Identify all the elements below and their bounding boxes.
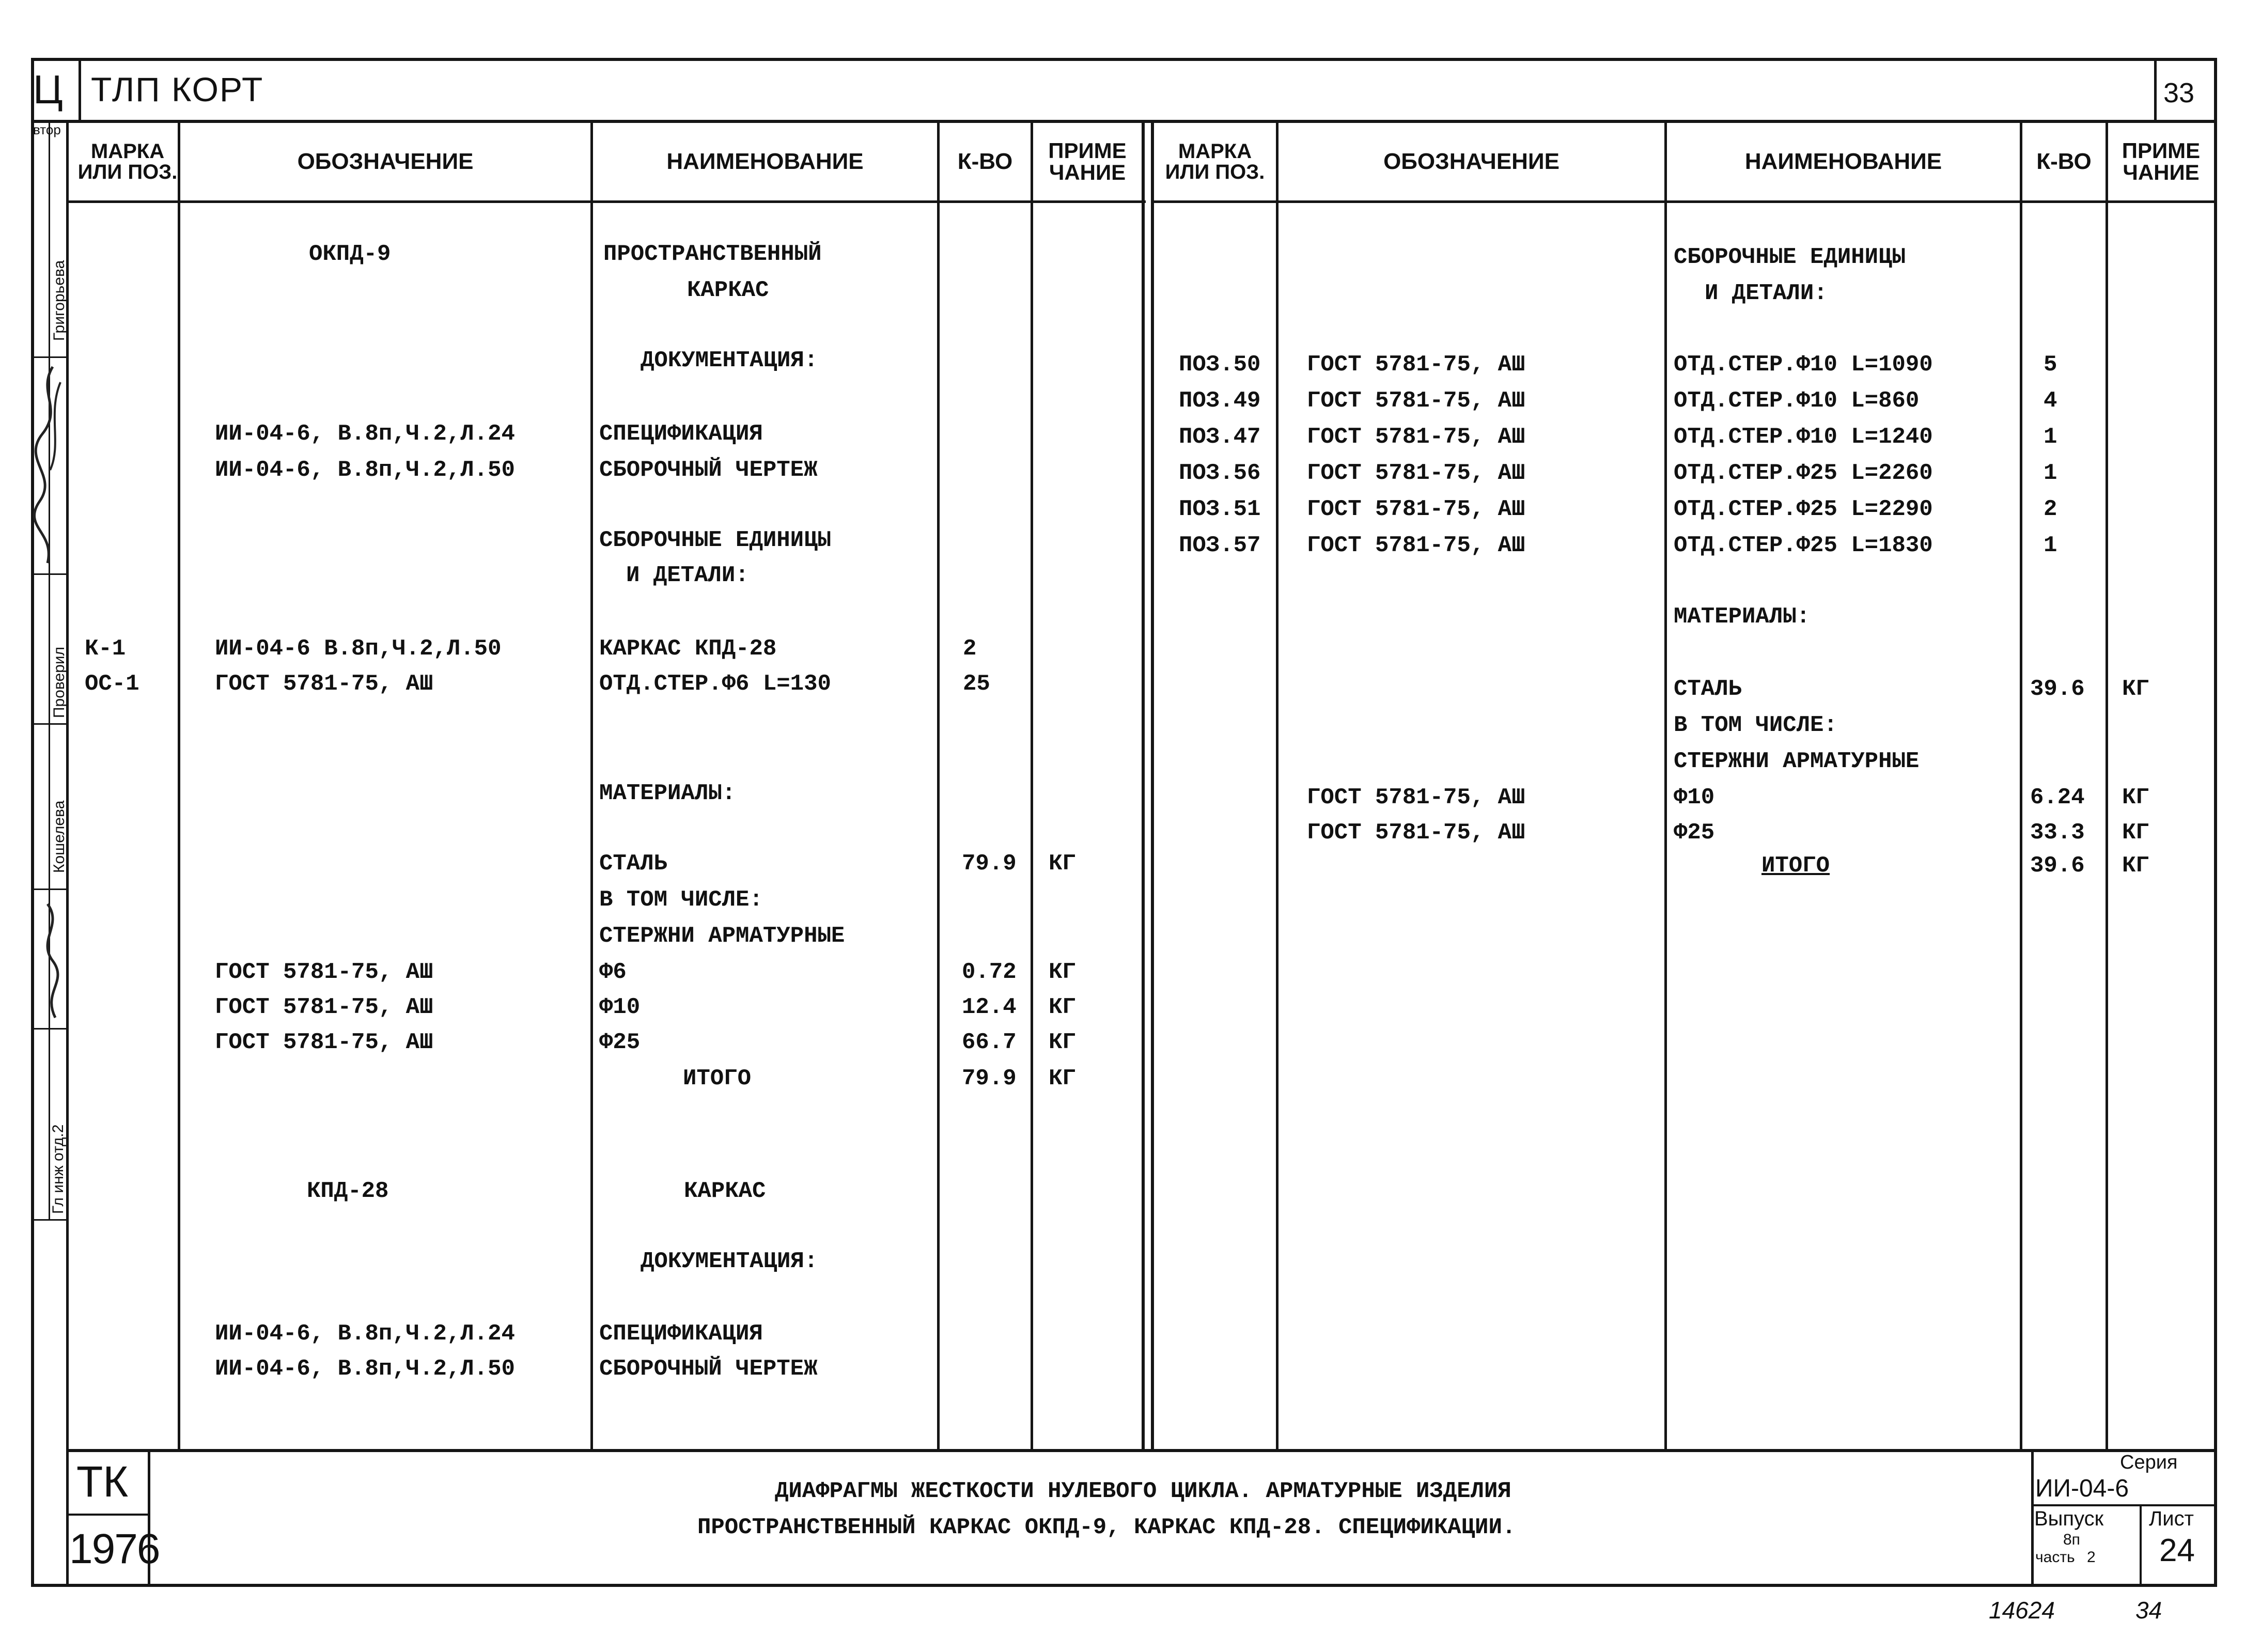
row-name: ПРОСТРАНСТВЕННЫЙ: [603, 241, 822, 267]
row-name: Ф25: [1674, 820, 1715, 846]
row-name: КАРКАС: [687, 277, 769, 303]
right-col-line-3: [2020, 120, 2022, 1450]
table-gap-line: [1151, 120, 1154, 1450]
row-ob: ГОСТ 5781-75, АШ: [1307, 533, 1525, 558]
row-ob: ИИ-04-6, В.8п,Ч.2,Л.24: [215, 1321, 515, 1347]
row-name: И ДЕТАЛИ:: [626, 563, 749, 588]
header-divider-left: [79, 58, 81, 122]
row-ob: ГОСТ 5781-75, АШ: [1307, 388, 1525, 414]
sheet-value: 24: [2159, 1533, 2195, 1568]
row-name: Ф10: [599, 994, 641, 1020]
row-ob: ГОСТ 5781-75, АШ: [215, 994, 433, 1020]
row-name: СПЕЦИФИКАЦИЯ: [599, 1321, 763, 1347]
page-mark: 34: [2135, 1597, 2162, 1624]
row-ob: ИИ-04-6 В.8п,Ч.2,Л.50: [215, 636, 502, 662]
left-col-line-5: [1142, 120, 1145, 1450]
row-marka: ПОЗ.51: [1179, 496, 1261, 522]
issue-label: Выпуск: [2034, 1507, 2104, 1530]
row-kvo: 79.9: [962, 1066, 1017, 1092]
row-name: Ф6: [599, 959, 627, 985]
side-label-chief: Гл инж отд.2: [50, 1124, 67, 1214]
row-note: КГ: [2122, 853, 2149, 879]
row-note: КГ: [1049, 994, 1076, 1020]
row-name: СТАЛЬ: [1674, 676, 1742, 702]
signature-scribble-1: [32, 362, 66, 568]
row-kvo: 0.72: [962, 959, 1017, 985]
row-ob: ГОСТ 5781-75, АШ: [1307, 496, 1525, 522]
row-name: В ТОМ ЧИСЛЕ:: [1674, 712, 1837, 738]
row-ob: КПД-28: [307, 1178, 389, 1204]
row-ob: ГОСТ 5781-75, АШ: [215, 671, 433, 697]
row-note: КГ: [1049, 851, 1076, 877]
row-marka: ПОЗ.47: [1179, 424, 1261, 450]
corner-mark: Ц: [33, 67, 63, 112]
row-marka: ОС-1: [85, 671, 139, 697]
row-ob: ГОСТ 5781-75, АШ: [1307, 424, 1525, 450]
row-kvo: 5: [2044, 352, 2057, 378]
row-name: ДОКУМЕНТАЦИЯ:: [641, 1249, 818, 1274]
row-name: МАТЕРИАЛЫ:: [1674, 604, 1811, 630]
row-name: СБОРОЧНЫЕ ЕДИНИЦЫ: [599, 527, 831, 553]
row-kvo: 66.7: [962, 1030, 1017, 1055]
year: 1976: [69, 1525, 160, 1572]
row-kvo: 79.9: [962, 851, 1017, 877]
row-name: ИТОГО: [1761, 853, 1830, 879]
right-header-oboznachenie: ОБОЗНАЧЕНИЕ: [1383, 149, 1560, 174]
row-kvo: 2: [963, 636, 977, 662]
left-header-naimenovanie: НАИМЕНОВАНИЕ: [666, 149, 864, 174]
row-ob: ГОСТ 5781-75, АШ: [1307, 820, 1525, 846]
right-header-bottom: [1151, 200, 2216, 203]
row-name: Ф25: [599, 1030, 641, 1055]
row-name: СБОРОЧНЫЕ ЕДИНИЦЫ: [1674, 244, 1906, 270]
part-value: 2: [2087, 1549, 2096, 1566]
row-kvo: 39.6: [2030, 676, 2085, 702]
series-block-mid: [2031, 1504, 2216, 1506]
row-marka: ПОЗ.57: [1179, 533, 1261, 558]
row-marka: К-1: [85, 636, 126, 662]
left-header-kvo: К-ВО: [957, 149, 1013, 174]
row-marka: ПОЗ.50: [1179, 352, 1261, 378]
row-kvo: 25: [963, 671, 990, 697]
left-col-line-4: [1031, 120, 1033, 1450]
caption-line-1: ДИАФРАГМЫ ЖЕСТКОСТИ НУЛЕВОГО ЦИКЛА. АРМАТУРНЫЕ ИЗДЕЛИЯ: [775, 1478, 1511, 1504]
org-code: ТК: [76, 1457, 129, 1506]
row-note: КГ: [1049, 959, 1076, 985]
row-name: ДОКУМЕНТАЦИЯ:: [641, 348, 818, 373]
title-block-top: [66, 1449, 2216, 1452]
row-kvo: 6.24: [2030, 785, 2085, 811]
row-name: СТЕРЖНИ АРМАТУРНЫЕ: [599, 923, 845, 949]
row-note: КГ: [2122, 785, 2149, 811]
row-kvo: 12.4: [962, 994, 1017, 1020]
title-block-mid-line: [66, 1514, 149, 1516]
left-col-line-2: [590, 120, 593, 1450]
row-name: ОТД.СТЕР.Ф10 L=1090: [1674, 352, 1933, 378]
row-note: КГ: [2122, 820, 2149, 846]
row-kvo: 1: [2044, 533, 2057, 558]
row-kvo: 2: [2044, 496, 2057, 522]
left-col-line-3: [937, 120, 940, 1450]
row-marka: ПОЗ.56: [1179, 460, 1261, 486]
row-ob: ИИ-04-6, В.8п,Ч.2,Л.50: [215, 1356, 515, 1382]
right-header-marka: МАРКА ИЛИ ПОЗ.: [1165, 140, 1265, 183]
series-label: Серия: [2120, 1452, 2178, 1473]
left-header-bottom: [66, 200, 1146, 203]
part-label: часть: [2035, 1549, 2075, 1566]
row-kvo: 1: [2044, 424, 2057, 450]
row-name: КАРКАС: [684, 1178, 766, 1204]
row-ob: ИИ-04-6, В.8п,Ч.2,Л.24: [215, 421, 515, 447]
row-name: ИТОГО: [683, 1066, 752, 1092]
side-strip-cell-3: [31, 723, 67, 725]
side-strip-cell-4: [31, 889, 67, 890]
sheet-title: ТЛП КОРТ: [91, 70, 264, 108]
page-number: 33: [2163, 77, 2195, 108]
side-strip-cell-6: [31, 1219, 67, 1221]
side-strip-cell-1: [31, 356, 67, 358]
series-block-left: [2031, 1449, 2034, 1586]
row-name: СБОРОЧНЫЙ ЧЕРТЕЖ: [599, 1356, 818, 1382]
row-ob: ГОСТ 5781-75, АШ: [215, 1030, 433, 1055]
row-name: ОТД.СТЕР.Ф25 L=1830: [1674, 533, 1933, 558]
row-ob: ГОСТ 5781-75, АШ: [1307, 460, 1525, 486]
right-header-naimenovanie: НАИМЕНОВАНИЕ: [1744, 149, 1942, 174]
frame-bottom: [31, 1584, 2216, 1587]
side-label-koshelev: Кошелева: [51, 800, 68, 873]
right-col-line-4: [2106, 120, 2108, 1450]
row-name: ОТД.СТЕР.Ф10 L=860: [1674, 388, 1920, 414]
right-col-line-2: [1664, 120, 1667, 1450]
side-strip-rule: [49, 120, 50, 1220]
side-strip-top-label: втор: [33, 122, 61, 137]
row-kvo: 33.3: [2030, 820, 2085, 846]
row-note: КГ: [1049, 1030, 1076, 1055]
side-label-grigorieva: Григорьева: [51, 260, 68, 341]
row-name: СБОРОЧНЫЙ ЧЕРТЕЖ: [599, 457, 818, 483]
row-name: СТАЛЬ: [599, 851, 668, 877]
signature-scribble-2: [32, 899, 66, 1023]
row-ob: ИИ-04-6, В.8п,Ч.2,Л.50: [215, 457, 515, 483]
left-header-oboznachenie: ОБОЗНАЧЕНИЕ: [297, 149, 474, 174]
side-strip-cell-5: [31, 1028, 67, 1030]
row-kvo: 4: [2044, 388, 2057, 414]
frame-right: [2214, 58, 2217, 1587]
right-header-kvo: К-ВО: [2036, 149, 2092, 174]
right-col-line-1: [1276, 120, 1278, 1450]
row-ob: ГОСТ 5781-75, АШ: [1307, 785, 1525, 811]
side-label-checked: Проверил: [51, 646, 68, 718]
series-value: ИИ-04-6: [2035, 1475, 2129, 1502]
right-header-primechanie: ПРИМЕ ЧАНИЕ: [2122, 138, 2201, 184]
row-ob: ГОСТ 5781-75, АШ: [1307, 352, 1525, 378]
row-kvo: 1: [2044, 460, 2057, 486]
row-ob: ГОСТ 5781-75, АШ: [215, 959, 433, 985]
caption-line-2: ПРОСТРАНСТВЕННЫЙ КАРКАС ОКПД-9, КАРКАС КПД-28. СПЕЦИФИКАЦИИ.: [697, 1515, 1516, 1540]
row-note: КГ: [2122, 676, 2149, 702]
row-name: ОТД.СТЕР.Ф25 L=2290: [1674, 496, 1933, 522]
header-divider-right: [2154, 58, 2157, 122]
left-header-marka: МАРКА ИЛИ ПОЗ.: [77, 140, 178, 183]
frame-top: [31, 58, 2216, 61]
row-name: И ДЕТАЛИ:: [1705, 280, 1828, 306]
frame-left: [31, 58, 34, 1587]
side-strip-cell-2: [31, 573, 67, 575]
row-name: МАТЕРИАЛЫ:: [599, 781, 736, 806]
row-kvo: 39.6: [2030, 853, 2085, 879]
left-col-line-1: [178, 120, 180, 1450]
row-name: ОТД.СТЕР.Ф25 L=2260: [1674, 460, 1933, 486]
row-name: ОТД.СТЕР.Ф6 L=130: [599, 671, 831, 697]
title-block-left-divider: [66, 1449, 69, 1586]
row-name: В ТОМ ЧИСЛЕ:: [599, 887, 763, 913]
row-name: СПЕЦИФИКАЦИЯ: [599, 421, 763, 447]
row-name: СТЕРЖНИ АРМАТУРНЫЕ: [1674, 749, 1920, 774]
row-ob: ОКПД-9: [309, 241, 391, 267]
sheet-label: Лист: [2149, 1507, 2194, 1530]
archive-number: 14624: [1989, 1597, 2055, 1624]
row-name: КАРКАС КПД-28: [599, 636, 777, 662]
row-note: КГ: [1049, 1066, 1076, 1092]
row-marka: ПОЗ.49: [1179, 388, 1261, 414]
left-header-primechanie: ПРИМЕ ЧАНИЕ: [1048, 138, 1127, 184]
series-block-split: [2140, 1504, 2142, 1586]
issue-value: 8п: [2063, 1531, 2080, 1548]
row-name: ОТД.СТЕР.Ф10 L=1240: [1674, 424, 1933, 450]
row-name: Ф10: [1674, 785, 1715, 811]
